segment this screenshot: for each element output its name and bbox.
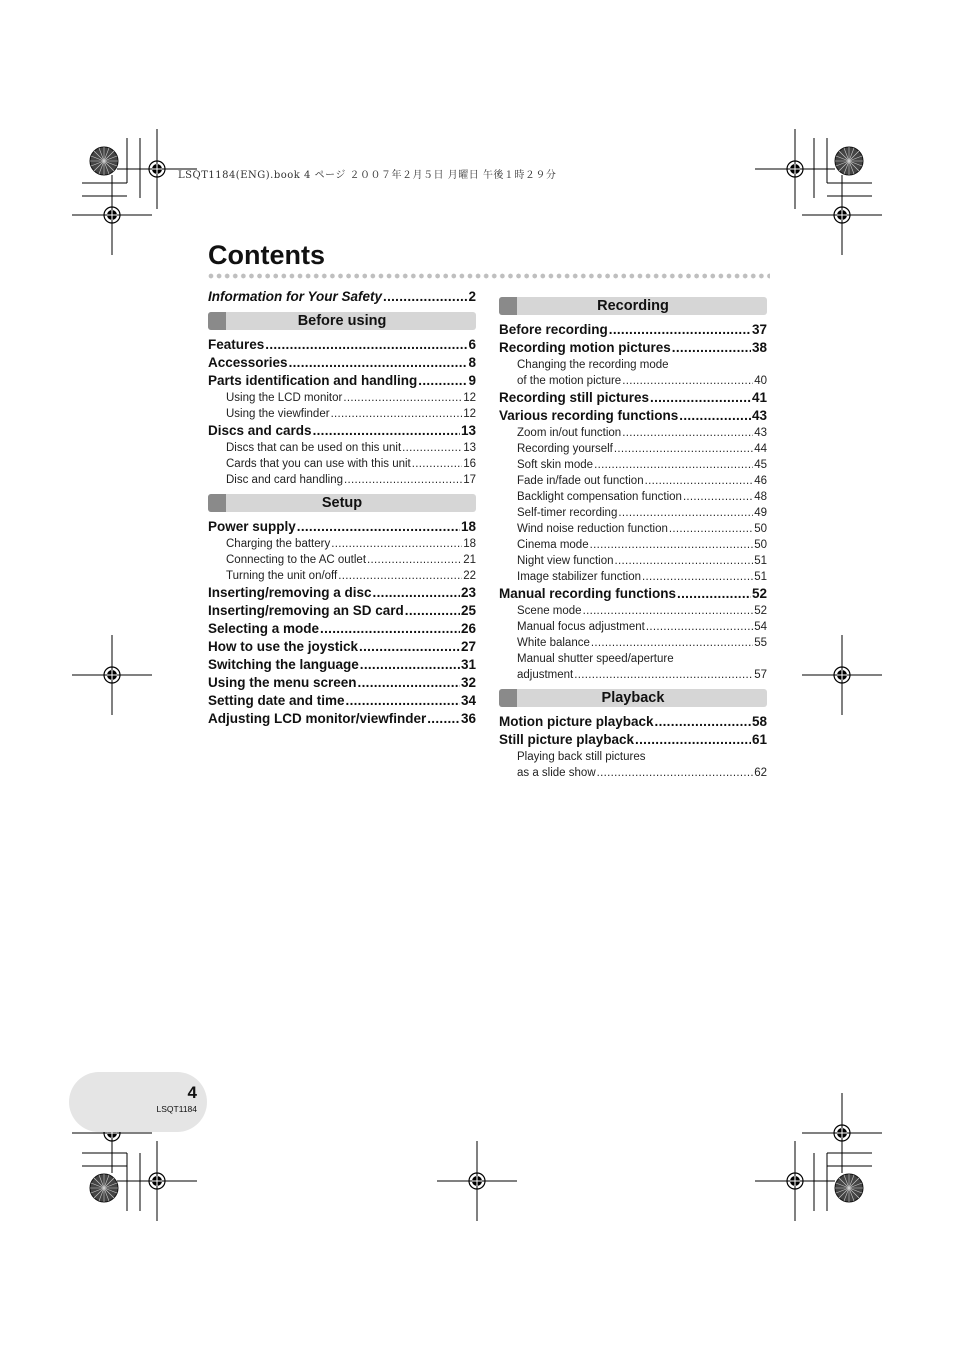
toc-entry-label: Selecting a mode — [208, 621, 320, 636]
toc-subentry-label: Cinema mode — [517, 539, 589, 551]
toc-subentry-night-view-function[interactable] — [499, 553, 767, 569]
toc-subentry-label: Scene mode — [517, 605, 582, 617]
toc-entry-label: Inserting/removing an SD card — [208, 603, 404, 618]
toc-entry-page: 34 — [460, 693, 476, 708]
toc-entry-label: Still picture playback — [499, 732, 635, 747]
toc-subentry-page: 40 — [754, 375, 767, 387]
page-title: Contents — [208, 240, 325, 270]
toc-subentry-label-line: Changing the recording mode — [517, 359, 669, 371]
toc-subentry-discs-that-can-be-used-on-this-unit[interactable] — [208, 440, 476, 456]
toc-entry-page: 2 — [468, 289, 476, 304]
starburst-target-icon — [90, 147, 118, 175]
toc-subentry-page: 18 — [463, 538, 476, 550]
toc-subentry-page: 43 — [754, 427, 767, 439]
toc-subentry-page: 52 — [754, 605, 767, 617]
toc-subentry-turning-the-unit-on-off[interactable] — [208, 568, 476, 584]
toc-subentry-label: Self-timer recording — [517, 507, 618, 519]
toc-entry-page: 38 — [751, 340, 767, 355]
toc-entry-features[interactable] — [208, 336, 476, 354]
starburst-target-icon — [835, 1174, 863, 1202]
toc-entry-setting-date-and-time[interactable] — [208, 692, 476, 710]
toc-subentry-label: Zoom in/out function — [517, 427, 622, 439]
toc-subentry-page: 45 — [754, 459, 767, 471]
registration-mark-icon — [755, 129, 835, 209]
toc-entry-how-to-use-the-joystick[interactable] — [208, 638, 476, 656]
section-header-before-using — [208, 312, 476, 330]
toc-subentry-zoom-in-out-function[interactable] — [499, 425, 767, 441]
toc-subentry-page: 51 — [754, 571, 767, 583]
toc-entry-label: Switching the language — [208, 657, 359, 672]
toc-subentry-page: 44 — [754, 443, 767, 455]
toc-subentry-label: Using the viewfinder — [226, 408, 330, 420]
toc-subentry-label-line: Playing back still pictures — [517, 751, 646, 763]
toc-subentry-using-the-viewfinder[interactable] — [208, 406, 476, 422]
toc-subentry-white-balance[interactable] — [499, 635, 767, 651]
toc-subentry-label: Connecting to the AC outlet — [226, 554, 367, 566]
toc-entry-label: Various recording functions — [499, 408, 679, 423]
toc-entry-motion-picture-playback[interactable] — [499, 713, 767, 731]
toc-subentry-page: 62 — [754, 767, 767, 779]
toc-entry-page: 26 — [460, 621, 476, 636]
toc-entry-inserting-removing-a-disc[interactable] — [208, 584, 476, 602]
toc-entry-parts-identification-and-handling[interactable] — [208, 372, 476, 390]
toc-subentry-page: 50 — [754, 523, 767, 535]
section-header-setup — [208, 494, 476, 512]
print-header: LSQT1184(ENG).book 4 ページ ２００７年２月５日 月曜日 午後１時２９分 — [178, 170, 557, 181]
toc-subentry-scene-mode[interactable] — [499, 603, 767, 619]
toc-subentry-recording-yourself[interactable] — [499, 441, 767, 457]
starburst-target-icon — [835, 147, 863, 175]
toc-entry-label: Inserting/removing a disc — [208, 585, 372, 600]
toc-entry-various-recording-functions[interactable] — [499, 407, 767, 425]
toc-subentry-page: 16 — [463, 458, 476, 470]
toc-entry-label: How to use the joystick — [208, 639, 359, 654]
toc-entry-before-recording[interactable] — [499, 321, 767, 339]
toc-subentry-page: 17 — [463, 474, 476, 486]
section-title: Recording — [597, 298, 669, 314]
toc-entry-label: Motion picture playback — [499, 714, 654, 729]
toc-subentry-label: Using the LCD monitor — [226, 392, 343, 404]
registration-mark-icon — [437, 1141, 517, 1221]
toc-entry-page: 58 — [751, 714, 767, 729]
toc-subentry-self-timer-recording[interactable] — [499, 505, 767, 521]
toc-entry-recording-motion-pictures[interactable] — [499, 339, 767, 357]
toc-subentry-wind-noise-reduction-function[interactable] — [499, 521, 767, 537]
page-number: 4 — [187, 1083, 197, 1102]
toc-entry-label: Manual recording functions — [499, 586, 677, 601]
toc-subentry-charging-the-battery[interactable] — [208, 536, 476, 552]
toc-entry-page: 27 — [460, 639, 476, 654]
section-header-recording — [499, 297, 767, 315]
toc-subentry-backlight-compensation-function[interactable] — [499, 489, 767, 505]
toc-entry-page: 52 — [751, 586, 767, 601]
toc-subentry-page: 13 — [463, 442, 476, 454]
toc-subentry-disc-and-card-handling[interactable] — [208, 472, 476, 488]
toc-entry-adjusting-lcd-monitor-viewfinder[interactable] — [208, 710, 476, 728]
toc-subentry-label: Manual focus adjustment — [517, 621, 645, 633]
toc-subentry-page: 50 — [754, 539, 767, 551]
toc-right-sections — [499, 297, 767, 781]
toc-left-sections — [208, 312, 476, 728]
toc-entry-page: 9 — [468, 373, 476, 388]
toc-subentry-page: 48 — [754, 491, 767, 503]
toc-entry-inserting-removing-an-sd-card[interactable] — [208, 602, 476, 620]
toc-subentry-cinema-mode[interactable] — [499, 537, 767, 553]
toc-subentry-page: 57 — [754, 669, 767, 681]
toc-entry-page: 6 — [468, 337, 476, 352]
section-title: Before using — [297, 313, 387, 329]
toc-entry-recording-still-pictures[interactable] — [499, 389, 767, 407]
toc-entry-label: Power supply — [208, 519, 296, 534]
toc-subentry-fade-in-fade-out-function[interactable] — [499, 473, 767, 489]
toc-entry-safety[interactable] — [208, 288, 476, 306]
section-header-playback — [499, 689, 767, 707]
toc-entry-page: 37 — [751, 322, 767, 337]
toc-entry-label: Accessories — [208, 355, 288, 370]
registration-mark-icon — [802, 635, 882, 715]
toc-subentry-label: of the motion picture — [517, 375, 622, 387]
registration-mark-icon — [72, 635, 152, 715]
toc-subentry-label: Recording yourself — [517, 443, 613, 455]
toc-entry-power-supply[interactable] — [208, 518, 476, 536]
toc-subentry-page: 49 — [754, 507, 767, 519]
toc-subentry-page: 51 — [754, 555, 767, 567]
toc-entry-manual-recording-functions[interactable] — [499, 585, 767, 603]
toc-subentry-adjustment[interactable] — [499, 667, 767, 683]
toc-subentry-label: Image stabilizer function — [517, 571, 642, 583]
toc-subentry-as-a-slide-show[interactable] — [499, 765, 767, 781]
toc-entry-label: Recording motion pictures — [499, 340, 671, 355]
toc-subentry-page: 22 — [463, 570, 476, 582]
toc-entry-label: Discs and cards — [208, 423, 312, 438]
toc-subentry-label: Discs that can be used on this unit — [226, 442, 402, 454]
toc-entry-page: 32 — [460, 675, 476, 690]
toc-subentry-page: 21 — [463, 554, 476, 566]
toc-entry-page: 23 — [460, 585, 476, 600]
toc-subentry-label: Backlight compensation function — [517, 491, 682, 503]
toc-entry-switching-the-language[interactable] — [208, 656, 476, 674]
toc-entry-label: Before recording — [499, 322, 608, 337]
toc-subentry-label: as a slide show — [517, 767, 596, 779]
toc-subentry-page: 55 — [754, 637, 767, 649]
registration-mark-icon — [117, 1141, 197, 1221]
toc-entry-label: Adjusting LCD monitor/viewfinder — [208, 711, 427, 726]
toc-entry-accessories[interactable] — [208, 354, 476, 372]
toc-entry-page: 61 — [751, 732, 767, 747]
toc-subentry-soft-skin-mode[interactable] — [499, 457, 767, 473]
toc-entry-selecting-a-mode[interactable] — [208, 620, 476, 638]
toc-subentry-label: Disc and card handling — [226, 474, 343, 486]
section-tab-icon — [208, 312, 226, 330]
section-tab-icon — [208, 494, 226, 512]
toc-subentry-cards-that-you-can-use-with-this-unit[interactable] — [208, 456, 476, 472]
toc-subentry-label: White balance — [517, 637, 590, 649]
toc-entry-page: 43 — [751, 408, 767, 423]
toc-entry-page: 13 — [460, 423, 476, 438]
toc-left-column — [208, 288, 476, 728]
toc-entry-label: Recording still pictures — [499, 390, 650, 405]
toc-entry-page: 31 — [460, 657, 476, 672]
toc-subentry-using-the-lcd-monitor[interactable] — [208, 390, 476, 406]
toc-subentry-label-line: Manual shutter speed/aperture — [517, 653, 674, 665]
toc-subentry-manual-focus-adjustment[interactable] — [499, 619, 767, 635]
section-title: Playback — [601, 690, 665, 706]
toc-entry-page: 25 — [460, 603, 476, 618]
toc-subentry-label: Wind noise reduction function — [517, 523, 668, 535]
section-tab-icon — [499, 297, 517, 315]
toc-entry-page: 8 — [468, 355, 476, 370]
toc-entry-using-the-menu-screen[interactable] — [208, 674, 476, 692]
section-tab-icon — [499, 689, 517, 707]
toc-subentry-page: 54 — [754, 621, 767, 633]
toc-subentry-label: adjustment — [517, 669, 574, 681]
toc-entry-page: 41 — [751, 390, 767, 405]
toc-subentry-page: 12 — [463, 392, 476, 404]
toc-entry-label: Information for Your Safety — [208, 289, 383, 304]
toc-subentry-label: Soft skin mode — [517, 459, 594, 471]
toc-entry-still-picture-playback[interactable] — [499, 731, 767, 749]
toc-right-column — [499, 288, 767, 781]
toc-subentry-label: Fade in/fade out function — [517, 475, 644, 487]
toc-entry-discs-and-cards[interactable] — [208, 422, 476, 440]
toc-subentry-label: Cards that you can use with this unit — [226, 458, 411, 470]
starburst-target-icon — [90, 1174, 118, 1202]
toc-entry-page: 36 — [460, 711, 476, 726]
toc-subentry-label: Night view function — [517, 555, 614, 567]
toc-subentry-page: 46 — [754, 475, 767, 487]
registration-mark-icon — [755, 1141, 835, 1221]
toc-subentry-label: Charging the battery — [226, 538, 331, 550]
model-code: LSQT1184 — [156, 1104, 197, 1114]
toc-subentry-image-stabilizer-function[interactable] — [499, 569, 767, 585]
toc-subentry-label: Turning the unit on/off — [226, 570, 338, 582]
toc-entry-label: Using the menu screen — [208, 675, 357, 690]
toc-entry-label: Features — [208, 337, 265, 352]
toc-entry-page: 18 — [460, 519, 476, 534]
toc-entry-label: Setting date and time — [208, 693, 345, 708]
toc-entry-label: Parts identification and handling — [208, 373, 418, 388]
toc-subentry-connecting-to-the-ac-outlet[interactable] — [208, 552, 476, 568]
title-dotted-rule — [208, 273, 770, 279]
section-title: Setup — [321, 495, 363, 511]
toc-subentry-of-the-motion-picture[interactable] — [499, 373, 767, 389]
toc-subentry-page: 12 — [463, 408, 476, 420]
